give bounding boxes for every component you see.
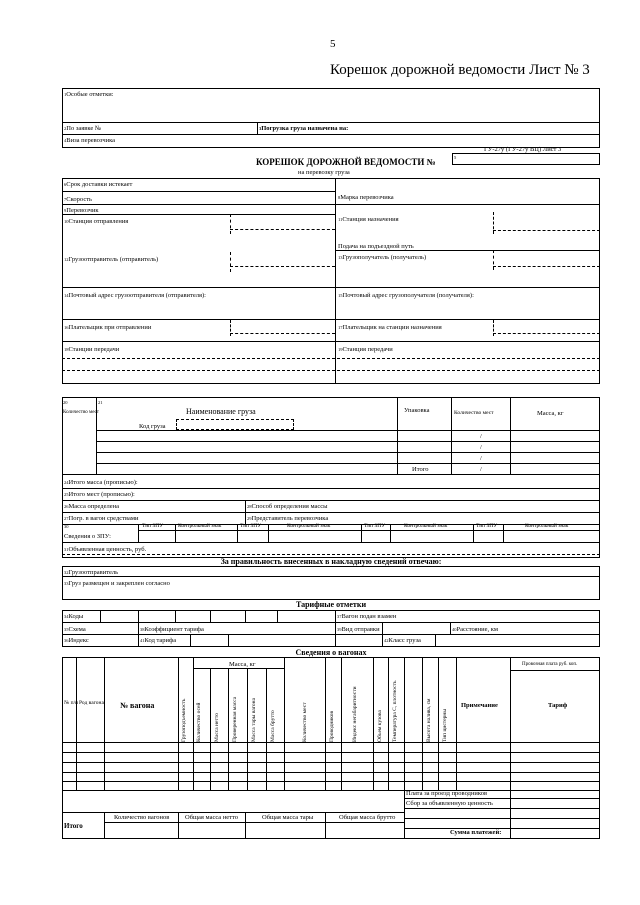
divider xyxy=(404,808,600,809)
consignee-label: $^{13}$Грузополучатель (получатель) xyxy=(338,254,427,261)
divider xyxy=(62,122,600,123)
divider xyxy=(422,657,423,790)
total-gross-label: Общая масса брутто xyxy=(339,814,396,821)
scheme-label: $^{35}$Схема xyxy=(64,626,86,633)
divider xyxy=(493,333,600,334)
waybill-number-field-num: 5 xyxy=(454,155,457,160)
divider xyxy=(104,822,404,823)
divider xyxy=(450,622,451,634)
divider xyxy=(62,319,600,320)
col-body-volume-header: Объем кузова xyxy=(377,710,383,742)
index-label: $^{36}$Индекс xyxy=(64,637,89,644)
form-code: ГУ-27у (ГУ-27у ВЦ) Лист 3 xyxy=(484,146,562,153)
divider xyxy=(138,524,139,542)
coefficient-label: $^{38}$Коэффициент тарифа xyxy=(140,626,204,633)
col-axles-header: Количество осей xyxy=(196,702,202,742)
divider xyxy=(335,610,336,647)
divider xyxy=(62,191,335,192)
divider xyxy=(62,772,600,773)
col-load-height-header: Высота налива, см xyxy=(426,698,432,742)
divider xyxy=(404,818,600,819)
form-title: КОРЕШОК ДОРОЖНОЙ ВЕДОМОСТИ № xyxy=(256,157,436,167)
cargo-total-label: Итого xyxy=(412,466,429,473)
divider xyxy=(62,287,600,288)
request-no-label: $^2$По заявке № xyxy=(64,125,102,132)
divider xyxy=(178,812,179,839)
places-slash: / xyxy=(480,466,482,473)
divider xyxy=(341,657,342,790)
places-slash: / xyxy=(480,455,482,462)
col-escorts-header: Проводников xyxy=(329,710,335,742)
divider xyxy=(237,524,238,542)
mass-determined-label: $^{26}$Масса определена xyxy=(64,503,119,510)
carrier-rep-label: $^{29}$Представитель перевозчика xyxy=(247,515,329,522)
wagons-heading: Сведения о вагонах xyxy=(295,648,367,657)
dest-station-label: $^{11}$Станция назначения xyxy=(338,216,399,223)
divider xyxy=(62,752,600,753)
divider xyxy=(62,622,600,623)
divider xyxy=(104,812,105,839)
divider xyxy=(193,657,194,790)
divider xyxy=(62,134,600,135)
divider xyxy=(62,790,600,791)
dep-station-label: $^{10}$Станция отправления xyxy=(64,218,129,225)
divider xyxy=(438,657,439,790)
divider xyxy=(284,657,285,790)
loading-assigned-label: $^3$Погрузка груза назначена на: xyxy=(259,125,349,132)
carrier-mark-label: $^8$Марка перевозчика xyxy=(338,194,394,201)
col-container-type-header: Тип цистерны xyxy=(442,708,448,742)
wagon-count-label: Количество вагонов xyxy=(114,814,170,821)
divider xyxy=(230,214,231,234)
places-words-label: $^{25}$Итого мест (прописью): xyxy=(64,491,135,498)
cargo-name-header: Наименование груза xyxy=(186,407,256,416)
shipper-address-label: $^{14}$Почтовый адрес грузоотправителя (отправителя): xyxy=(64,292,206,299)
divider xyxy=(404,828,600,829)
divider xyxy=(257,122,258,134)
shipment-info-box xyxy=(62,178,600,384)
divider xyxy=(96,463,600,464)
cargo-code-field[interactable] xyxy=(176,419,294,430)
waybill-number-box xyxy=(452,153,600,165)
divider xyxy=(510,657,511,839)
special-notes-label: $^1$Особые отметки: xyxy=(64,91,114,98)
divider xyxy=(175,610,176,622)
col-kind-header: Род вагона xyxy=(79,700,104,706)
control-sign-label: Контрольный знак xyxy=(404,523,448,529)
divider xyxy=(230,333,335,334)
zpu-type-label: Тип ЗПУ xyxy=(476,523,498,529)
dispatch-type-label: $^{39}$Вид отправки xyxy=(337,626,380,633)
codes-label: $^{34}$Коды xyxy=(64,613,84,620)
special-notes-box xyxy=(62,88,600,148)
control-sign-label: Контрольный знак xyxy=(178,523,222,529)
divider xyxy=(493,230,600,231)
col-wagon-no-header: № вагона xyxy=(120,701,155,710)
delivery-term-label: $^6$Срок доставки истекает xyxy=(64,181,133,188)
divider xyxy=(62,762,600,763)
fee-header: Провозная плата руб. коп. xyxy=(522,662,578,667)
shipper-label: $^{12}$Грузоотправитель (отправитель) xyxy=(64,256,159,263)
divider xyxy=(62,370,600,371)
divider xyxy=(76,657,77,790)
divider xyxy=(190,634,191,647)
divider xyxy=(62,812,404,813)
transfer-station-right-label: $^{19}$Станция передачи xyxy=(338,346,393,353)
places-slash: / xyxy=(480,444,482,451)
divider xyxy=(404,798,600,799)
declared-fee-label: Сбор за объявленную ценность xyxy=(406,800,493,807)
form-subtitle: на перевозку груза xyxy=(298,169,350,176)
zpu-type-label: Тип ЗПУ xyxy=(240,523,262,529)
total-net-label: Общая масса нетто xyxy=(185,814,239,821)
divider xyxy=(493,250,494,270)
divider xyxy=(62,214,335,215)
divider xyxy=(503,524,504,542)
divider xyxy=(100,610,101,622)
cargo-code-label: Код груза xyxy=(139,423,166,430)
divider xyxy=(175,524,176,542)
divider xyxy=(404,657,405,839)
divider xyxy=(178,657,179,790)
divider xyxy=(361,524,362,542)
divider xyxy=(104,657,105,790)
col-tare-wagon-header: Масса тары вагона xyxy=(251,697,257,742)
divider xyxy=(230,266,335,267)
divider xyxy=(62,488,600,489)
divider xyxy=(325,812,326,839)
divider xyxy=(456,657,457,790)
divider xyxy=(62,204,600,205)
cargo-col-num: 20 xyxy=(63,400,68,405)
col-tariff-header: Тариф xyxy=(548,702,568,709)
divider xyxy=(62,781,600,782)
payer-dest-label: $^{17}$Плательщик на станции назначения xyxy=(338,324,442,331)
document-header-title: Корешок дорожной ведомости Лист № 3 xyxy=(330,62,590,78)
divider xyxy=(62,634,600,635)
mass-header: Масса, кг xyxy=(537,410,564,417)
divider xyxy=(268,524,269,542)
divider xyxy=(62,554,600,555)
divider xyxy=(96,430,600,431)
cargo-col-num: 21 xyxy=(98,400,103,405)
divider xyxy=(62,512,600,513)
wagons-total-label: Итого xyxy=(64,822,83,830)
col-no-header: № п/п xyxy=(64,700,79,706)
col-places-header: Количество мест xyxy=(302,702,308,742)
col-net-header: Масса нетто xyxy=(214,713,220,742)
wagons-mass-header: Масса, кг xyxy=(229,661,256,668)
divider xyxy=(245,812,246,839)
carrier-label: $^9$Перевозчик xyxy=(64,207,99,214)
packaging-header: Упаковка xyxy=(404,407,430,414)
divider xyxy=(230,252,231,272)
divider xyxy=(96,441,600,442)
divider xyxy=(96,452,600,453)
siding-label: Подача на подъездной путь xyxy=(338,243,414,250)
divider xyxy=(62,500,600,501)
divider xyxy=(510,670,600,671)
places-slash: / xyxy=(480,433,482,440)
divider xyxy=(493,266,600,267)
divider xyxy=(62,742,600,743)
col-oversize-header: Индекс негабаритности xyxy=(352,686,358,742)
carrier-visa-label: $^4$Виза перевозчика xyxy=(64,137,116,144)
divider xyxy=(245,610,246,622)
cargo-class-label: $^{42}$Класс груза xyxy=(384,637,421,644)
col-notes-header: Примечание xyxy=(461,702,498,709)
escort-fee-label: Плата за проезд проводников xyxy=(406,790,488,797)
divider xyxy=(382,622,383,634)
divider xyxy=(335,250,600,251)
total-tare-label: Общая масса тары xyxy=(262,814,314,821)
speed-label: $^7$Скорость xyxy=(64,196,93,203)
packages-header: Количество мест xyxy=(63,410,99,415)
payer-dep-label: $^{16}$Плательщик при отправлении xyxy=(64,324,152,331)
total-payments-label: Сумма платежей: xyxy=(450,829,502,836)
divider xyxy=(388,657,389,790)
responsibility-heading: За правильность внесенных в накладную сведений отвечаю: xyxy=(220,557,442,566)
divider xyxy=(228,634,229,647)
consignee-address-label: $^{15}$Почтовый адрес грузополучателя (получателя): xyxy=(338,292,474,299)
divider xyxy=(62,341,600,342)
declared-value-label: $^{31}$Объявленная ценность, руб. xyxy=(64,546,147,553)
placed-secured-label: $^{33}$Груз размещен и закреплен согласно xyxy=(64,580,170,587)
zpu-info-label: Сведения о ЗПУ: xyxy=(64,533,111,540)
control-sign-label: Контрольный знак xyxy=(525,523,569,529)
divider xyxy=(390,524,391,542)
divider xyxy=(62,576,600,577)
zpu-type-label: Тип ЗПУ xyxy=(364,523,386,529)
col-gross-header: Масса брутто xyxy=(270,710,276,742)
wagons-taken-label: $^{37}$Вагон подан взамен xyxy=(337,613,397,620)
col-temp-header: Температура С, плотность xyxy=(392,680,398,742)
divider xyxy=(435,634,436,647)
divider xyxy=(325,657,326,790)
divider xyxy=(62,358,600,359)
divider xyxy=(473,524,474,542)
control-sign-label: Контрольный знак xyxy=(287,523,331,529)
zpu-col-num: 30 xyxy=(64,524,69,529)
zpu-type-label: Тип ЗПУ xyxy=(142,523,164,529)
divider xyxy=(382,634,383,647)
transfer-stations-left-label: $^{18}$Станции передачи xyxy=(64,346,120,353)
divider xyxy=(373,657,374,790)
distance-label: $^{40}$Расстояние, км xyxy=(452,626,499,633)
mass-words-label: $^{24}$Итого масса (прописью): xyxy=(64,479,138,486)
col-capacity-header: Грузоподъемность xyxy=(181,698,187,742)
divider xyxy=(277,610,278,622)
divider xyxy=(335,178,336,384)
tariff-heading: Тарифные отметки xyxy=(295,600,367,609)
divider xyxy=(210,610,211,622)
tariff-code-label: $^{41}$Код тарифа xyxy=(140,637,177,644)
mass-method-label: $^{28}$Способ определения массы xyxy=(247,503,328,510)
divider xyxy=(62,542,600,543)
divider xyxy=(138,530,600,531)
divider xyxy=(193,668,284,669)
page-number: 5 xyxy=(330,38,336,50)
responsibility-shipper-label: $^{32}$Грузоотправитель xyxy=(64,569,119,576)
divider xyxy=(230,229,335,230)
divider xyxy=(138,610,139,622)
loaded-by-label: $^{27}$Погр. в вагон средствами xyxy=(64,515,139,522)
col-tare-checked-header: Проверенная масса xyxy=(232,696,238,742)
places-count-header: Количество мест xyxy=(454,410,494,416)
